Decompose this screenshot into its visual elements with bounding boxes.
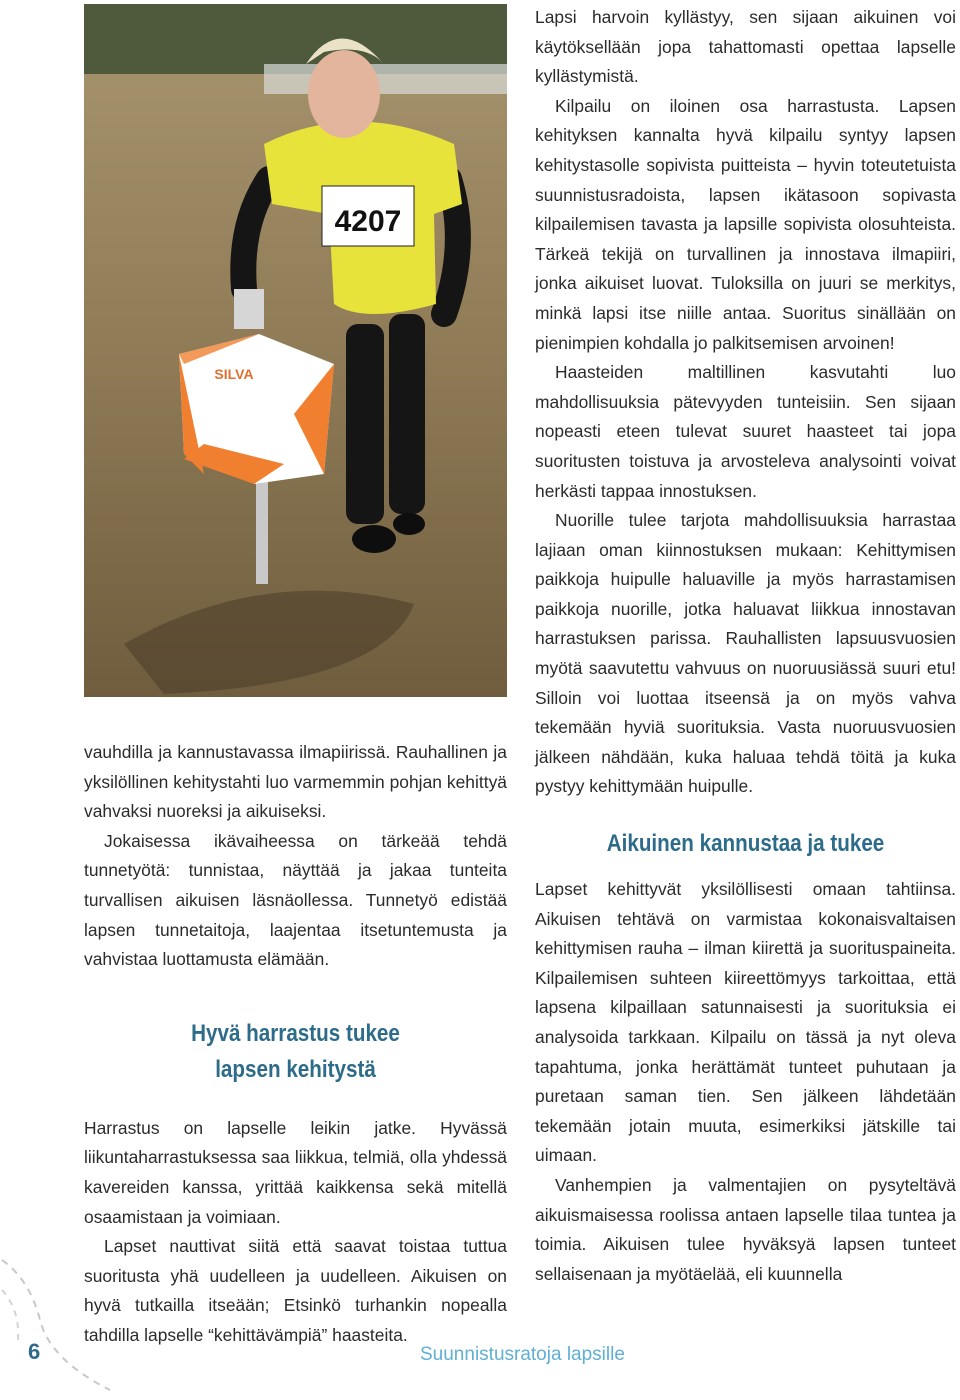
left-paragraph-4: Lapset nauttivat siitä että saavat toistaa tuttua suoritusta yhä uudelleen ja uudelleen. Aikuisen on hyvä tutkailla itseään; Etsinkö turhankin nopealla tahdilla lapselle “kehittävämpiä” haasteita.: [84, 1236, 507, 1345]
flag-print: SILVA: [214, 366, 254, 382]
orienteering-photo-illustration: [84, 4, 507, 697]
right-paragraph-1: Lapsi harvoin kyllästyy, sen sijaan aikuinen voi käytöksellään jopa tahattomasti opettaa lapselle kyllästymistä.: [535, 7, 956, 87]
right-paragraph-4: Nuorille tulee tarjota mahdollisuuksia harrastaa lajiaan oman kiinnostuksen mukaan: Kehittymisen paikkoja huipulle haluaville ja myös harrastamisen paikkoja nuorille, jotka haluavat liikkua innostavan harrastuksen parissa. Rauhallisten lapsuusvuosien myötä saavutettu vahvuus on nuoruusiässä suuri etu! Silloin voi luottaa itseensä ja on myös vahva tekemään hyviä suorituksia. Vasta nuoruusvuosien jälkeen nähdään, kuka haluaa tehdä töitä ja kuka pystyy kehittymään huipulle.: [535, 510, 956, 797]
right-paragraph-6: Vanhempien ja valmentajien on pysyteltävä aikuismaisessa roolissa antaen lapselle tilaa tuntea ja toimia. Aikuisen tulee hyväksyä lapsen tunteet sellaisenaan ja myötäelää, eli kuunnella: [535, 1174, 956, 1284]
left-column: [84, 738, 507, 1351]
section-heading-harrastus: [114, 1016, 478, 1088]
right-column: [535, 3, 956, 1289]
publication-title: Suunnistusratoja lapsille: [420, 1344, 625, 1365]
page-number: 6: [28, 1339, 41, 1364]
heading-line-2: lapsen kehitystä: [215, 1055, 376, 1083]
section-heading-aikuinen: Aikuinen kannustaa ja tukee: [606, 830, 885, 858]
right-paragraph-2: Kilpailu on iloinen osa harrastusta. Lapsen kehityksen kannalta hyvä kilpailu syntyy lapsen kehitystasolle sopivista puitteista – hyvin toteutetuista suunnistusradoista, lapsen ikätasoon sopivasta kilpailemisen tavasta ja lapsille sopivista olosuhteista. Tärkeä tekijä on turvallinen ja innostava ilmapiiri, jonka aikuiset luovat. Tuloksilla on juuri se merkitys, minkä lapsi itse niille antaa. Suoritus sinällään on pienimpien kohdalla jo palkitsemisen arvoinen!: [535, 95, 956, 353]
heading-line-1: Hyvä harrastus tukee: [191, 1019, 400, 1047]
right-paragraph-3: Haasteiden maltillinen kasvutahti luo mahdollisuuksia pätevyyden tunteisiin. Sen sijaan nopeasti eteen tulevat suuret haasteet tai jopa suoritusten toistuva ja arvosteleva analysointi voivat herkästi tappaa innostuksen.: [535, 362, 956, 501]
right-paragraph-5: Lapset kehittyvät yksilöllisesti omaan tahtiinsa. Aikuisen tehtävä on varmistaa kokonaisvaltaisen kehittymisen rauha – ilman kiirettä ja suorituspaineita. Kilpailemisen suhteen kiireettömyys tarkoittaa, että lapsena kilpaillaan satunnaisesti ja suorituksia ei analysoida tarkkaan. Kilpailu on tässä ja nyt oleva tapahtuma, jonka herättämät tunteet puhutaan ja puretaan saman tien. Sen jälkeen lähdetään tekemään jotain muuta, esimerkiksi jätskille tai uimaan.: [535, 879, 956, 1166]
left-paragraph-3: Harrastus on lapselle leikin jatke. Hyvässä liikuntaharrastuksessa saa liikkua, telmiä, olla yhdessä kavereiden kanssa, yrittää kaikkensa sekä mitellä osaamistaan ja voimiaan.: [84, 1117, 507, 1227]
dashed-route-decoration: [0, 1250, 140, 1400]
left-paragraph-1: vauhdilla ja kannustavassa ilmapiirissä. Rauhallinen ja yksilöllinen kehitystahti luo varmemmin pohjan kehittyä vahvaksi nuoreksi ja aikuiseksi.: [84, 742, 507, 822]
bib-number: 4207: [334, 205, 402, 238]
left-paragraph-2: Jokaisessa ikävaiheessa on tärkeää tehdä tunnetyötä: tunnistaa, näyttää ja jakaa tunteita turvallisen aikuisen läsnäollessa. Tunnetyö edistää lapsen tunnetaitoja, laajentaa itsetuntemusta ja vahvistaa luottamusta elämään.: [84, 830, 507, 970]
orienteering-photo: [84, 4, 507, 697]
